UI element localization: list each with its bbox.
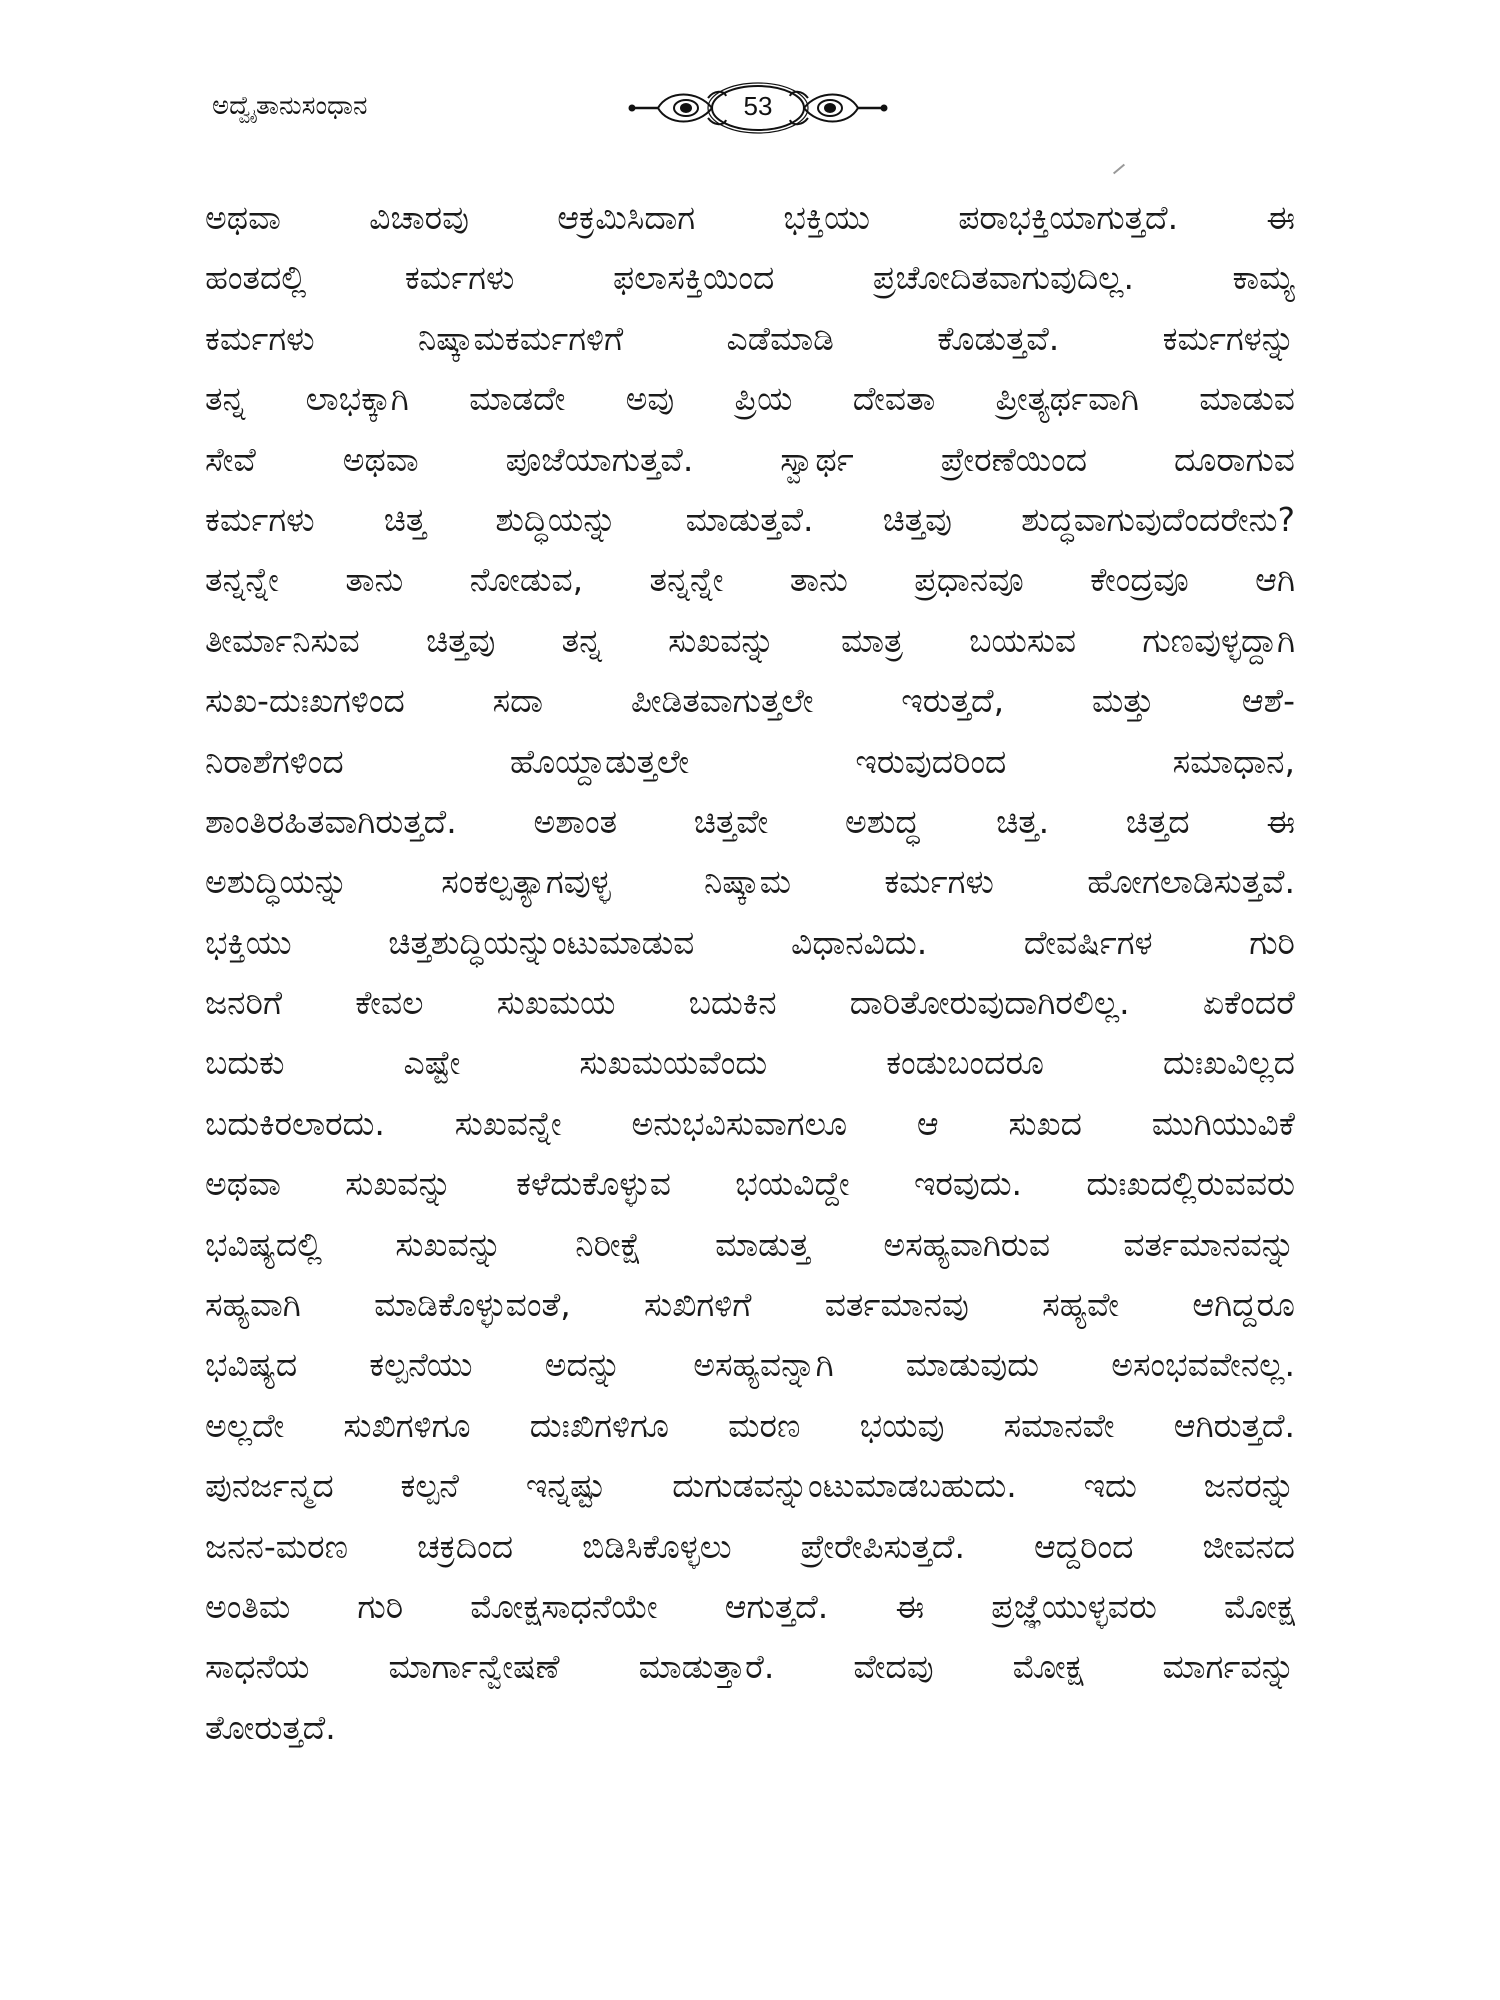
- text-line: ಸಹ್ಯವಾಗಿ ಮಾಡಿಕೊಳ್ಳುವಂತೆ, ಸುಖಿಗಳಿಗೆ ವರ್ತಮಾನವು ಸಹ್ಯವೇ ಆಗಿದ್ದರೂ: [205, 1285, 1295, 1325]
- text-line: ಅಶುದ್ಧಿಯನ್ನು ಸಂಕಲ್ಪತ್ಯಾಗವುಳ್ಳ ನಿಷ್ಕಾಮ ಕರ್ಮಗಳು ಹೋಗಲಾಡಿಸುತ್ತವೆ.: [205, 862, 1295, 902]
- text-line: ಶಾಂತಿರಹಿತವಾಗಿರುತ್ತದೆ. ಅಶಾಂತ ಚಿತ್ತವೇ ಅಶುದ್ಧ ಚಿತ್ತ. ಚಿತ್ತದ ಈ: [205, 801, 1295, 841]
- text-line: ಸೇವೆ ಅಥವಾ ಪೂಜೆಯಾಗುತ್ತವೆ. ಸ್ವಾರ್ಥ ಪ್ರೇರಣೆಯಿಂದ ದೂರಾಗುವ: [205, 439, 1295, 479]
- text-line: ಭಕ್ತಿಯು ಚಿತ್ತಶುದ್ಧಿಯನ್ನುಂಟುಮಾಡುವ ವಿಧಾನವಿದು. ದೇವರ್ಷಿಗಳ ಗುರಿ: [205, 922, 1295, 962]
- page-number: 53: [743, 91, 773, 121]
- text-line: ಪುನರ್ಜನ್ಮದ ಕಲ್ಪನೆ ಇನ್ನಷ್ಟು ದುಗುಡವನ್ನುಂಟುಮಾಡಬಹುದು. ಇದು ಜನರನ್ನು: [205, 1466, 1295, 1506]
- text-line: ಸುಖ-ದುಃಖಗಳಿಂದ ಸದಾ ಪೀಡಿತವಾಗುತ್ತಲೇ ಇರುತ್ತದೆ, ಮತ್ತು ಆಶೆ-: [205, 681, 1295, 721]
- text-line: ಜನರಿಗೆ ಕೇವಲ ಸುಖಮಯ ಬದುಕಿನ ದಾರಿತೋರುವುದಾಗಿರಲಿಲ್ಲ. ಏಕೆಂದರೆ: [205, 983, 1295, 1023]
- text-line: ನಿರಾಶೆಗಳಿಂದ ಹೊಯ್ದಾಡುತ್ತಲೇ ಇರುವುದರಿಂದ ಸಮಾಧಾನ,: [205, 741, 1295, 781]
- text-line-last: ತೋರುತ್ತದೆ.: [205, 1707, 336, 1747]
- text-line: ಅಥವಾ ಸುಖವನ್ನು ಕಳೆದುಕೊಳ್ಳುವ ಭಯವಿದ್ದೇ ಇರವುದು. ದುಃಖದಲ್ಲಿರುವವರು: [205, 1164, 1295, 1204]
- text-line: ಸಾಧನೆಯ ಮಾರ್ಗಾನ್ವೇಷಣೆ ಮಾಡುತ್ತಾರೆ. ವೇದವು ಮೋಕ್ಷ ಮಾರ್ಗವನ್ನು: [205, 1647, 1295, 1687]
- text-line: ಭವಿಷ್ಯದಲ್ಲಿ ಸುಖವನ್ನು ನಿರೀಕ್ಷೆ ಮಾಡುತ್ತ ಅಸಹ್ಯವಾಗಿರುವ ವರ್ತಮಾನವನ್ನು: [205, 1224, 1295, 1264]
- text-line: ಅಥವಾ ವಿಚಾರವು ಆಕ್ರಮಿಸಿದಾಗ ಭಕ್ತಿಯು ಪರಾಭಕ್ತಿಯಾಗುತ್ತದೆ. ಈ: [205, 198, 1295, 237]
- text-line: ಬದುಕು ಎಷ್ಟೇ ಸುಖಮಯವೆಂದು ಕಂಡುಬಂದರೂ ದುಃಖವಿಲ್ಲದ: [205, 1043, 1295, 1083]
- text-line: ಕರ್ಮಗಳು ಚಿತ್ತ ಶುದ್ಧಿಯನ್ನು ಮಾಡುತ್ತವೆ. ಚಿತ್ತವು ಶುದ್ಧವಾಗುವುದೆಂದರೇನು?: [205, 499, 1295, 539]
- text-line: ಅಂತಿಮ ಗುರಿ ಮೋಕ್ಷಸಾಧನೆಯೇ ಆಗುತ್ತದೆ. ಈ ಪ್ರಜ್ಞೆಯುಳ್ಳವರು ಮೋಕ್ಷ: [205, 1586, 1295, 1626]
- text-line: ಭವಿಷ್ಯದ ಕಲ್ಪನೆಯು ಅದನ್ನು ಅಸಹ್ಯವನ್ನಾಗಿ ಮಾಡುವುದು ಅಸಂಭವವೇನಲ್ಲ.: [205, 1345, 1295, 1385]
- running-title: ಅದ್ವೈತಾನುಸಂಧಾನ: [212, 91, 368, 121]
- text-line: ತನ್ನನ್ನೇ ತಾನು ನೋಡುವ, ತನ್ನನ್ನೇ ತಾನು ಪ್ರಧಾನವೂ ಕೇಂದ್ರವೂ ಆಗಿ: [205, 560, 1295, 600]
- pencil-mark: [1113, 164, 1125, 175]
- text-line: ತನ್ನ ಲಾಭಕ್ಕಾಗಿ ಮಾಡದೇ ಅವು ಪ್ರಿಯ ದೇವತಾ ಪ್ರೀತ್ಯರ್ಥವಾಗಿ ಮಾಡುವ: [205, 379, 1295, 419]
- body-text: [205, 188, 1295, 1758]
- text-line: ಜನನ-ಮರಣ ಚಕ್ರದಿಂದ ಬಿಡಿಸಿಕೊಳ್ಳಲು ಪ್ರೇರೇಪಿಸುತ್ತದೆ. ಆದ್ದರಿಂದ ಜೀವನದ: [205, 1526, 1295, 1566]
- text-line: ಅಲ್ಲದೇ ಸುಖಿಗಳಿಗೂ ದುಃಖಿಗಳಿಗೂ ಮರಣ ಭಯವು ಸಮಾನವೇ ಆಗಿರುತ್ತದೆ.: [205, 1405, 1295, 1445]
- text-line: ಕರ್ಮಗಳು ನಿಷ್ಕಾಮಕರ್ಮಗಳಿಗೆ ಎಡೆಮಾಡಿ ಕೊಡುತ್ತವೆ. ಕರ್ಮಗಳನ್ನು: [205, 318, 1295, 358]
- text-line: ತೀರ್ಮಾನಿಸುವ ಚಿತ್ತವು ತನ್ನ ಸುಖವನ್ನು ಮಾತ್ರ ಬಯಸುವ ಗುಣವುಳ್ಳದ್ದಾಗಿ: [205, 620, 1295, 660]
- text-line: ಬದುಕಿರಲಾರದು. ಸುಖವನ್ನೇ ಅನುಭವಿಸುವಾಗಲೂ ಆ ಸುಖದ ಮುಗಿಯುವಿಕೆ: [205, 1103, 1295, 1143]
- text-line: ಹಂತದಲ್ಲಿ ಕರ್ಮಗಳು ಫಲಾಸಕ್ತಿಯಿಂದ ಪ್ರಚೋದಿತವಾಗುವುದಿಲ್ಲ. ಕಾಮ್ಯ: [205, 258, 1295, 298]
